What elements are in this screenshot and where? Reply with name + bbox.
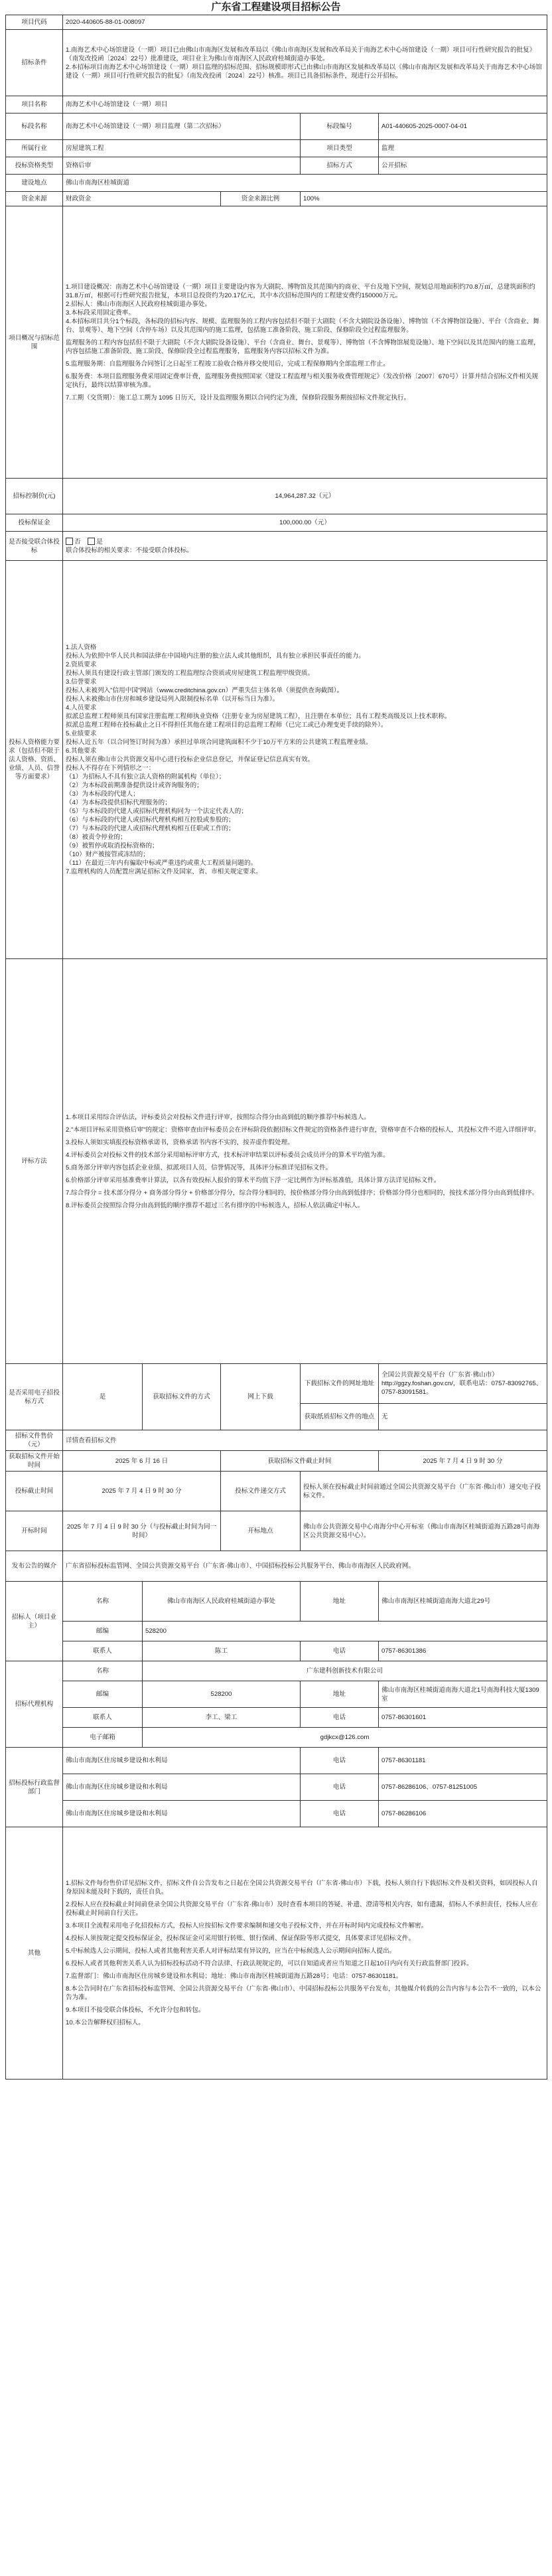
notes-para: 2.投标人应在投标截止时间前登录全国公共资源交易平台（广东省·佛山市）及时查看本项目的答疑、补遗、澄清等相关内容，如有遗漏，招标人不承担责任，投标人应在投标截止时间前自行关注。: [66, 1901, 538, 1917]
qualification-para: 投标人未被佛山市住房和城乡建设局列入限制投标名单（以开标当日为准）。: [66, 696, 279, 703]
label-section-code: 标段编号: [301, 114, 379, 140]
label-agency-phone: 电话: [301, 1708, 379, 1728]
label-media: 发布公告的媒介: [6, 1551, 63, 1582]
label-evaluation: 评标方法: [6, 959, 63, 1364]
row-section: [6, 114, 547, 140]
label-electronic: 是否采用电子招投标方式: [6, 1364, 63, 1430]
row-industry: [6, 140, 547, 157]
evaluation-para: 3.投标人须如实填报投标资格承诺书，资格承诺书内容不实的，按弄虚作假处理。: [66, 1138, 294, 1146]
row-overview: [6, 206, 547, 479]
qualification-para: （2）为本标段前期准备提供设计或咨询服务的；: [66, 782, 203, 789]
value-agency-contact: 李工、梁工: [143, 1708, 301, 1728]
label-project-name: 项目名称: [6, 96, 63, 114]
value-file-start: 2025 年 6 月 16 日: [63, 1451, 221, 1472]
overview-para: 1.项目建设概况：南海艺术中心场馆建设（一期）项目主要建设内容为大剧院、博物馆及其范围内的商业、平台及地下空间，规划总用地面积约70.8万㎡，总建筑面积约31.8万㎡，根据可行性研究报告批复，本项目总投资约为20.17亿元，其中本次招标范围内的工程建安费约150000万元。: [66, 283, 535, 299]
value-supervision-phone: 0757-86286106、0757-81251005: [379, 1774, 547, 1801]
overview-para: 6.服务费：本项目监理服务费采用固定费率计费，监理服务费按照国家《建设工程监理与相关服务收费管理规定》（发改价格〔2007〕670号）计算并结合招标文件相关规定执行，最终以结算审核为准。: [66, 372, 539, 389]
row-project-code: [6, 15, 547, 30]
qualification-para: 投标人须在佛山市公共资源交易中心进行投标企业信息登记，并保证登记信息真实有效。: [66, 756, 314, 763]
evaluation-para: 8.评标委员会按照综合得分由高到低的顺序推荐不超过三名有排序的中标候选人，招标人依法确定中标人。: [66, 1201, 364, 1209]
evaluation-para: 4.评标委员会对投标文件的技术部分采用暗标评审方式，技术标评审结果以评标委员会成员评分的算术平均值为准。: [66, 1151, 389, 1159]
notes-para: 5.中标候选人公示期间，投标人或者其他利害关系人对评标结果有异议的，应当在中标候选人公示期间向招标人提出。: [66, 1947, 396, 1955]
row-funding: [6, 192, 547, 206]
qualification-para: （1）为招标人不具有独立法人资格的附属机构（单位）；: [66, 773, 226, 781]
row-supervision-1: [6, 1748, 547, 1774]
overview-para: 2.招标人：佛山市南海区人民政府桂城街道办事处。: [66, 300, 212, 308]
value-project-type: 监理: [379, 140, 547, 157]
value-deadline: 2025 年 7 月 4 日 9 时 30 分: [63, 1472, 221, 1511]
row-opening: [6, 1511, 547, 1551]
label-tenderer-name: 名称: [63, 1582, 143, 1622]
value-section-code: A01-440605-2025-0007-04-01: [379, 114, 547, 140]
value-tenderer-name: 佛山市南海区人民政府桂城街道办事处: [143, 1582, 301, 1622]
value-project-code: 2020-440605-88-01-008097: [63, 15, 547, 30]
label-supervision-phone: 电话: [301, 1801, 379, 1827]
row-agency-2: [6, 1681, 547, 1708]
qualification-para: 5.业绩要求: [66, 730, 97, 737]
qualification-para: 拟派总监理工程师在投标截止之日不得担任其他在建工程项目的总监理工程师（已完工或已办理变更手续的除外）。: [66, 721, 387, 729]
value-submit-way: 投标人须在投标截止时间前通过全国公共资源交易平台（广东省·佛山市）递交电子投标文件。: [301, 1472, 547, 1511]
notes-para: 6.投标人或者其他利害关系人认为招标投标活动不符合法律、行政法规规定的，可以自知道或者应当知道之日起10日内向有关行政监督部门投诉。: [66, 1960, 473, 1967]
value-supervision-name: 佛山市南海区住房城乡建设和水利局: [63, 1801, 301, 1827]
label-project-type: 项目类型: [301, 140, 379, 157]
value-supervision-phone: 0757-86286106: [379, 1801, 547, 1827]
joint-bid-note: 联合体投标的相关要求：不接受联合体投标。: [66, 546, 193, 554]
overview-para: 监理服务的工程内容包括但不限于大剧院（不含大剧院设备设施）、平台（含商业、舞台、景观等）、博物馆（不含博物馆展览设施）、地下空间以及其范围内的施工监理，内容包括施工准备阶段、施工阶段、保修阶段全过程监理服务，监理服务内容以招标文件为准。: [66, 339, 540, 355]
row-supervision-2: [6, 1774, 547, 1801]
row-electronic-1: [6, 1364, 547, 1404]
value-project-name: 南海艺术中心场馆建设（一期）项目: [63, 96, 547, 114]
qualification-para: 1.法人资格: [66, 644, 97, 651]
value-supervision-name: 佛山市南海区住房城乡建设和水利局: [63, 1748, 301, 1774]
label-agency-name: 名称: [63, 1661, 143, 1681]
row-project-name: [6, 96, 547, 114]
value-tenderer-zip: 528200: [143, 1622, 547, 1641]
value-tenderer-contact: 陈工: [143, 1641, 301, 1661]
value-opening-place: 佛山市公共资源交易中心南海分中心开标室（佛山市南海区桂城街道海五路28号南海区公共资源交易中心）。: [301, 1511, 547, 1551]
label-download-url: 下载招标文件的网址地址: [301, 1364, 379, 1404]
value-tender-basis: [63, 30, 547, 96]
value-bid-bond: 100,000.00（元）: [63, 514, 547, 532]
value-tenderer-addr: 佛山市南海区桂城街道南海大道北29号: [379, 1582, 547, 1622]
label-agency-zip: 邮编: [63, 1681, 143, 1708]
label-joint-bid: 是否接受联合体投标: [6, 532, 63, 561]
label-file-start: 获取招标文件开始时间: [6, 1451, 63, 1472]
label-tenderer-zip: 邮编: [63, 1622, 143, 1641]
joint-bid-no-label: 否: [74, 538, 81, 546]
notes-para: 9.本项目不接受联合体投标，不允许分包和转包。: [66, 2007, 205, 2014]
label-agency: 招标代理机构: [6, 1661, 63, 1748]
value-tender-way: 公开招标: [379, 157, 547, 175]
qualification-para: 7.监理机构的人员配置应满足招标文件及国家、省、市相关规定要求。: [66, 868, 262, 875]
label-qualification: 投标人资格能力要求（包括但不限于法人资格、资质、业绩、人员、信誉等方面要求）: [6, 561, 63, 959]
joint-bid-no-checkbox[interactable]: [66, 538, 73, 545]
evaluation-para: 2."本项目评标采用资格后审"的规定：资格审查由评标委员会在评标阶段依据招标文件规定的资格条件进行审查，资格审查不合格的投标人，其投标文件不进入详细评审。: [66, 1126, 541, 1134]
value-agency-name: 广东建科创新技术有限公司: [143, 1661, 547, 1681]
row-agency-1: [6, 1661, 547, 1681]
value-control-price: 14,964,287.32（元）: [63, 479, 547, 514]
value-supervision-name: 佛山市南海区住房城乡建设和水利局: [63, 1774, 301, 1801]
row-agency-3: [6, 1708, 547, 1728]
value-funding-ratio: 100%: [301, 192, 547, 206]
overview-para: 3.本标段采用固定费率。: [66, 309, 135, 317]
label-bid-bond: 投标保证金: [6, 514, 63, 532]
value-agency-addr: 佛山市南海区桂城街道南海大道北1号南海科技大厦1309室: [379, 1681, 547, 1708]
qualification-para: 投标人须具有建设行政主管部门颁发的工程监理综合资质或房屋建筑工程监理甲级资质。: [66, 670, 314, 677]
label-file-price: 招标文件售价（元）: [6, 1430, 63, 1451]
notes-para: 1.招标文件每份售价详见招标文件，招标文件自公告发布之日起在全国公共资源交易平台（广东省·佛山市）下载，投标人须自行下载招标文件及相关资料，如因投标人自身原因未能及时下载的，责任自负。: [66, 1880, 538, 1896]
evaluation-para: 1.本项目采用综合评估法，评标委员会对投标文件进行评审，按照综合得分由高到低的顺序推荐中标候选人。: [66, 1113, 370, 1121]
overview-para: 7.工期（交货期）：施工总工期为 1095 日历天，设计及监理服务期以合同约定为准，保修阶段服务期按招标文件规定执行。: [66, 394, 411, 402]
notes-para: 3.本项目全流程采用电子化招投标方式，投标人应按招标文件要求编制和递交电子投标文件，并在开标时间内完成投标文件解密。: [66, 1922, 428, 1930]
qualification-para: 投标人不得存在下列情形之一：: [66, 765, 155, 772]
label-opening-place: 开标地点: [221, 1511, 301, 1551]
row-qualification: [6, 561, 547, 959]
notice-table: [5, 15, 547, 2080]
page-title: 广东省工程建设项目招标公告: [211, 1, 341, 13]
value-download-url[interactable]: 全国公共资源交易平台（广东省·佛山市）http://ggzy.foshan.gov.cn/，联系电话：0757-83092765、0757-83091581。: [379, 1364, 547, 1404]
notes-para: 4.投标人须按规定提交投标保证金，投标保证金可采用银行转账、银行保函、保证保险等形式提交，具体要求详见招标文件。: [66, 1935, 415, 1942]
label-agency-email: 电子邮箱: [63, 1728, 143, 1748]
label-tenderer-contact: 联系人: [63, 1641, 143, 1661]
overview-para: 4.本招标项目共分1个标段，各标段的招标内容、规模、监理服务的工程内容包括但不限于大剧院（不含大剧院设备设施）、博物馆（不含博物馆设施）、平台（含商业、舞台、景观等）、地下空间（含停车场）以及其范围内的施工监理，包括施工准备阶段、施工阶段、保修阶段全过程监理服务。: [66, 317, 539, 334]
value-supervision-phone: 0757-86301181: [379, 1748, 547, 1774]
label-location: 建设地点: [6, 175, 63, 192]
qualification-para: （11）在最近三年内有骗取中标或严重违约或重大工程质量问题的。: [66, 860, 257, 867]
row-supervision-3: [6, 1801, 547, 1827]
row-location: [6, 175, 547, 192]
value-file-end: 2025 年 7 月 4 日 9 时 30 分: [379, 1451, 547, 1472]
row-control-price: [6, 479, 547, 514]
label-industry: 所属行业: [6, 140, 63, 157]
row-bid-bond: [6, 514, 547, 532]
label-agency-contact: 联系人: [63, 1708, 143, 1728]
value-agency-phone: 0757-86301601: [379, 1708, 547, 1728]
label-supervision-phone: 电话: [301, 1774, 379, 1801]
notes-para: 8.本公告同时在广东省招标投标监管网、全国公共资源交易平台（广东省·佛山市）、中国招标投标公共服务平台发布，其他媒介转载的公告内容与本公告不一致的，以本公告为准。: [66, 1985, 541, 2001]
value-notes: [63, 1827, 547, 2080]
value-paper-file: 无: [379, 1404, 547, 1430]
value-evaluation: [63, 959, 547, 1364]
label-supervision: 招标投标行政监督部门: [6, 1748, 63, 1827]
label-supervision-phone: 电话: [301, 1748, 379, 1774]
value-electronic: 是: [63, 1364, 143, 1430]
qualification-para: 投标人为依照中华人民共和国法律在中国境内注册的独立法人或其他组织，具有独立承担民事责任的能力。: [66, 652, 365, 660]
row-file-time: [6, 1451, 547, 1472]
row-agency-4: [6, 1728, 547, 1748]
label-tender-basis: 招标条件: [6, 30, 63, 96]
qualification-para: 投标人近五年（以合同签订时间为准）承担过单项合同建筑面积不少于10万平方米的公共建筑工程监理业绩。: [66, 739, 372, 746]
overview-para: 5.监理服务期：自监理服务合同签订之日起至工程竣工验收合格并移交使用后，完成工程保修期内全部监理工作止。: [66, 360, 389, 368]
row-file-price: [6, 1430, 547, 1451]
evaluation-para: 7.综合得分 = 技术部分得分 + 商务部分得分 + 价格部分得分，综合得分相同的，按价格部分得分由高到低排序；价格部分得分也相同的，按技术部分得分由高到低排序。: [66, 1189, 539, 1197]
qualification-para: 4.人员要求: [66, 704, 97, 712]
row-joint-bid: [6, 532, 547, 561]
label-bid-type: 投标资格类型: [6, 157, 63, 175]
label-paper-file: 获取纸质招标文件的地点: [301, 1404, 379, 1430]
value-joint-bid: [63, 532, 547, 561]
label-project-code: 项目代码: [6, 15, 63, 30]
value-industry: 房屋建筑工程: [63, 140, 301, 157]
qualification-para: （9）被暂停或取消投标资格的；: [66, 842, 159, 850]
label-tender-way: 招标方式: [301, 157, 379, 175]
row-media: [6, 1551, 547, 1582]
label-tenderer: 招标人（项目业主）: [6, 1582, 63, 1661]
qualification-para: 6.其他要求: [66, 747, 97, 755]
label-deadline: 投标截止时间: [6, 1472, 63, 1511]
qualification-para: （4）为本标段提供招标代理服务的；: [66, 799, 171, 806]
value-location: 佛山市南海区桂城街道: [63, 175, 547, 192]
label-submit-way: 投标文件递交方式: [221, 1472, 301, 1511]
qualification-para: 3.信誉要求: [66, 678, 97, 686]
row-deadline: [6, 1472, 547, 1511]
value-media: 广东省招标投标监管网、全国公共资源交易平台（广东省·佛山市）、中国招标投标公共服务平台、佛山市南海区人民政府网。: [63, 1551, 547, 1582]
label-funding-ratio: 资金来源比例: [221, 192, 301, 206]
evaluation-para: 6.价格部分评审采用基准费率计算法，以各有效投标人报价的算术平均值下浮一定比例作为评标基准值，具体计算方法详见招标文件。: [66, 1176, 441, 1184]
joint-bid-yes-checkbox[interactable]: [88, 538, 95, 545]
qualification-para: 拟派总监理工程师须具有国家注册监理工程师执业资格（注册专业为房屋建筑工程），且注册在本单位；具有工程类高级及以上技术职称。: [66, 713, 451, 720]
qualification-para: 投标人未被列入"信用中国"网站（www.creditchina.gov.cn）严重失信主体名单（须提供查询截图）。: [66, 687, 344, 694]
qualification-para: （8）被责令停业的；: [66, 834, 127, 841]
tender-basis-para: 1.南海艺术中心场馆建设（一期）项目已由佛山市南海区发展和改革局以《佛山市南海区发展和改革局关于南海艺术中心场馆建设（一期）项目可行性研究报告的批复》（南发改投函〔2024〕22号）批准建设，项目业主为佛山市南海区人民政府桂城街道办事处。: [66, 46, 536, 62]
value-bid-type: 资格后审: [63, 157, 301, 175]
value-agency-email[interactable]: gdjkcx@126.com: [143, 1728, 547, 1748]
tender-basis-para: 2.本招标项目南海艺术中心场馆建设（一期）项目监理的招标范围、招标规模即形式已由佛山市南海区发展和改革局以《佛山市南海区发展和改革局关于南海艺术中心场馆建设（一期）项目可行性研究报告的批复》（南发改投函〔2024〕22号）核准。项目已具备招标条件，现进行公开招标。: [66, 63, 542, 80]
value-tenderer-phone: 0757-86301386: [379, 1641, 547, 1661]
label-opening-time: 开标时间: [6, 1511, 63, 1551]
value-funding: 财政资金: [63, 192, 221, 206]
row-evaluation: [6, 959, 547, 1364]
label-agency-addr: 地址: [301, 1681, 379, 1708]
label-get-file-way: 获取招标文件的方式: [143, 1364, 221, 1430]
notes-para: 10.本公告解释权归招标人。: [66, 2019, 145, 2026]
notes-para: 7.监督部门：佛山市南海区住房城乡建设和水利局；地址：佛山市南海区桂城街道海五路28号；电话：0757-86301181。: [66, 1973, 403, 1980]
value-get-file-way: 网上下载: [221, 1364, 301, 1430]
qualification-para: （6）与本标段的代建人或招标代理机构相互控股或参股的；: [66, 816, 235, 824]
qualification-para: 2.资质要求: [66, 661, 97, 668]
row-tender-basis: [6, 30, 547, 96]
qualification-para: （7）与本标段的代建人或招标代理机构相互任职或工作的；: [66, 825, 235, 832]
evaluation-para: 5.商务部分评审内容包括企业业绩、拟派项目人员、信誉情况等，具体评分标准详见招标文件。: [66, 1164, 332, 1172]
label-tenderer-addr: 地址: [301, 1582, 379, 1622]
value-agency-zip: 528200: [143, 1681, 301, 1708]
label-funding: 资金来源: [6, 192, 63, 206]
label-section-name: 标段名称: [6, 114, 63, 140]
value-opening-time: 2025 年 7 月 4 日 9 时 30 分（与投标截止时间为同一时间）: [63, 1511, 221, 1551]
joint-bid-yes-label: 是: [96, 538, 103, 546]
row-tenderer-2: [6, 1622, 547, 1641]
row-tenderer-1: [6, 1582, 547, 1622]
label-overview: 项目概况与招标范围: [6, 206, 63, 479]
value-overview: [63, 206, 547, 479]
notice-page: [5, 0, 547, 2080]
value-section-name: 南海艺术中心场馆建设（一期）项目监理（第二次招标）: [63, 114, 301, 140]
row-notes: [6, 1827, 547, 2080]
label-notes: 其他: [6, 1827, 63, 2080]
row-tenderer-3: [6, 1641, 547, 1661]
value-qualification: [63, 561, 547, 959]
label-control-price: 招标控制价(元): [6, 479, 63, 514]
qualification-para: （10）财产被接管或冻结的；: [66, 851, 149, 858]
row-bid-type: [6, 157, 547, 175]
value-file-price: 详情查看招标文件: [63, 1430, 547, 1451]
qualification-para: （3）为本标段的代建人；: [66, 791, 139, 798]
label-file-end: 获取招标文件截止时间: [221, 1451, 379, 1472]
label-tenderer-phone: 电话: [301, 1641, 379, 1661]
qualification-para: （5）与本标段的代建人或招标代理机构同为一个法定代表人的；: [66, 808, 247, 815]
